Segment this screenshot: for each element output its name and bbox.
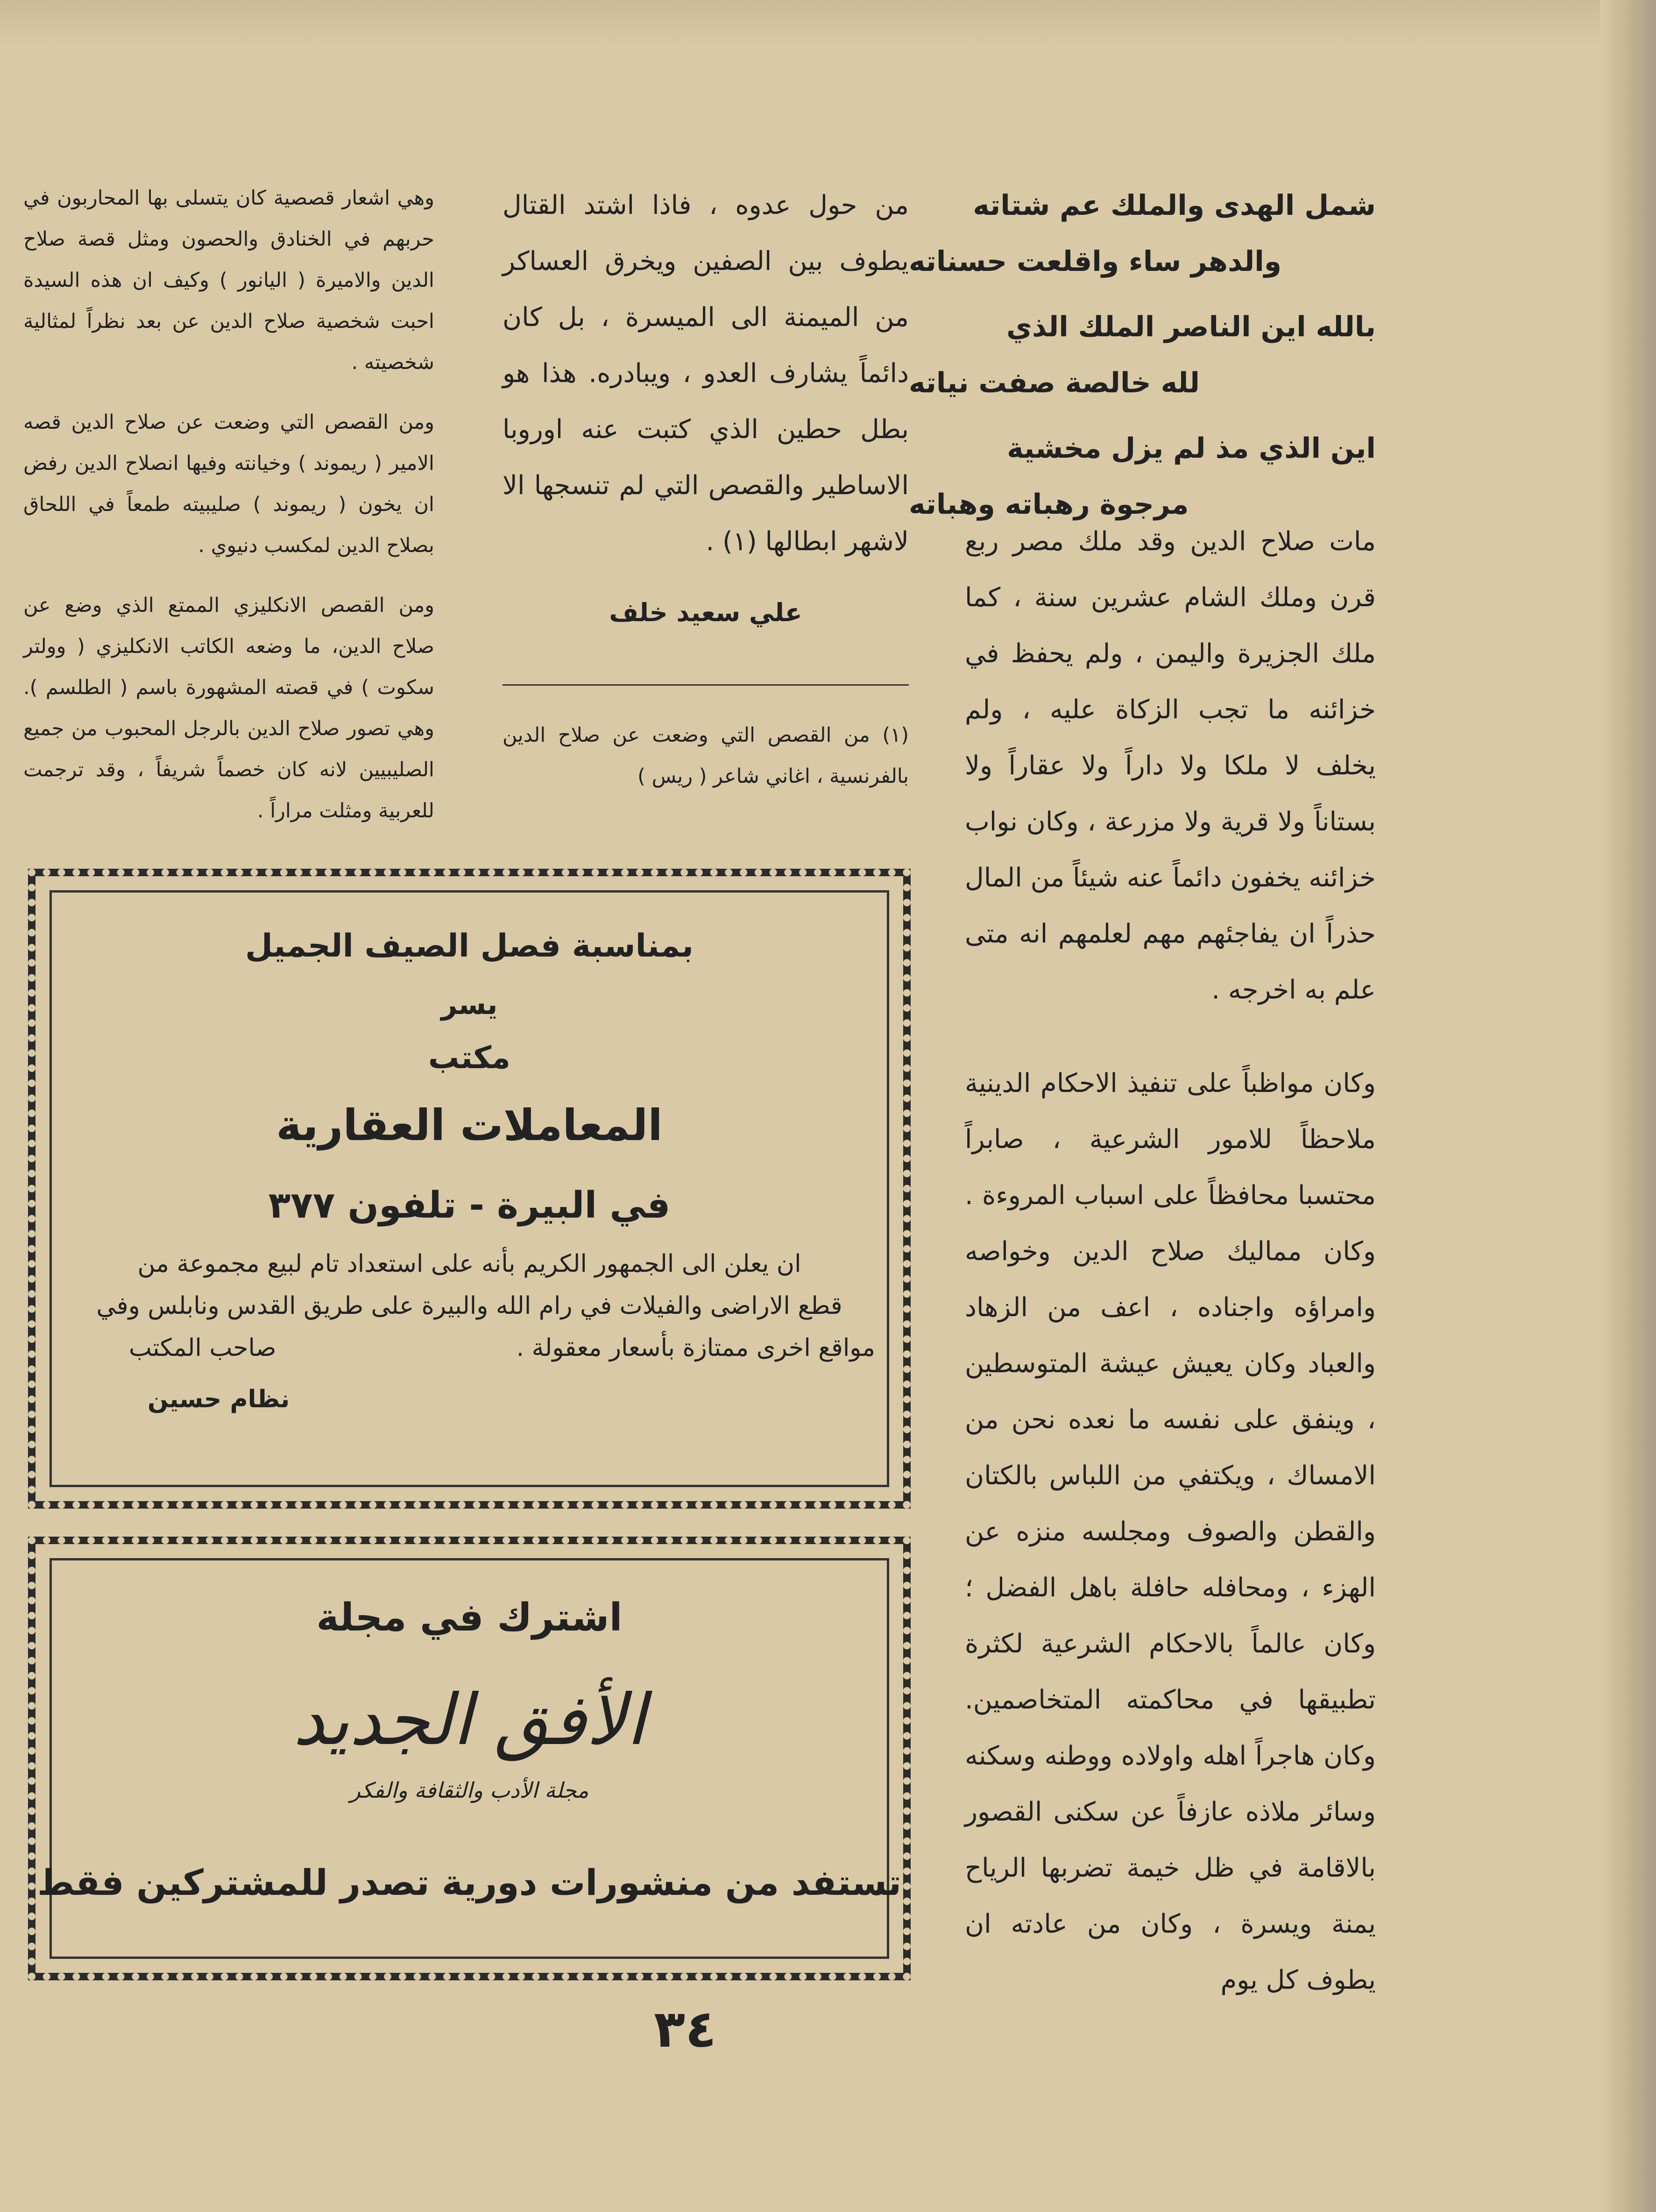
middle-column-text [494, 177, 909, 570]
footnote: (١) من القصص التي وضعت عن صلاح الدين بالفرنسية ، اغاني شاعر ( ريس ) [496, 723, 909, 788]
ad-headline: بمناسبة فصل الصيف الجميل [245, 928, 694, 964]
ad-body-line: ان يعلن الى الجمهور الكريم بأنه على استعداد تام لبيع مجموعة من [137, 1250, 801, 1278]
author-signature: علي سعيد خلف [609, 598, 802, 627]
ad-office-name: المعاملات العقارية [276, 1100, 663, 1150]
magazine-logo-title: الأفق الجديد [293, 1680, 646, 1761]
paragraph: من حول عدوه ، فاذا اشتد القتال يطوف بين الصفين ويخرق العساكر من الميمنة الى الميسرة ، بل كان دائماً يشارف العدو ، ويبادره. هذا هو بطل حطين الذي كتبت عنه اوروبا الاساطير والقصص التي لم تنسجها الا لاشهر ابطالها (١) . [494, 190, 909, 557]
magazine-logo-subtitle: مجلة الأدب والثقافة والفكر [350, 1778, 589, 1803]
poem-line: شمل الهدى والملك عم شتاته [973, 189, 1376, 222]
paragraph: مات صلاح الدين وقد ملك مصر ربع قرن وملك الشام عشرين سنة ، كما ملك الجزيرة واليمن ، ولم يحفظ في خزائنه ما تجب الزكاة عليه ، ولم يخلف لا ملكا ولا داراً ولا عقاراً ولا بستاناً ولا قرية ولا مزرعة ، وكان نواب خزائنه يخفون دائماً عنه شيئاً من المال حذراً ان يفاجئهم مهم لعلمهم انه متى علم به اخرجه . [956, 526, 1376, 1005]
page-number: ٣٤ [654, 1999, 717, 2059]
ad-owner-label: صاحب المكتب [129, 1334, 276, 1362]
right-column-text [956, 514, 1376, 2008]
ad-subline: يسر [441, 988, 498, 1021]
paragraph: وكان مواظباً على تنفيذ الاحكام الدينية ملاحظاً للامور الشرعية ، صابراً محتسبا محافظاً على اسباب المروءة . وكان مماليك صلاح الدين وخواصه وامراؤه واجناده ، اعف من الزهاد والعباد وكان يعيش عيشة المتوسطين ، وينفق على نفسه ما نعده نحن من الامساك ، ويكتفي من اللباس بالكتان والقطن والصوف ومجلسه منزه عن الهزء ، ومحافله حافلة باهل الفضل ؛ وكان عالماً بالاحكام الشرعية لكثرة تطبيقها في محاكمته المتخاصمين. وكان هاجراً اهله واولاده ووطنه وسكنه وسائر ملاذه عازفاً عن سكنى القصور بالاقامة في ظل خيمة تضربها الرياح يمنة ويسرة ، وكان من عادته ان يطوف كل يوم [956, 1068, 1376, 1995]
page-top-shade [0, 0, 1656, 47]
poem-line: مرجوة رهباته وهباته [909, 488, 1189, 521]
ad-subscribe-line: اشترك في مجلة [316, 1595, 623, 1640]
ad-description: تستفد من منشورات دورية تصدر للمشتركين فقط [37, 1862, 902, 1903]
poem-line: والدهر ساء واقلعت حسناته [909, 245, 1282, 278]
ad-office-label: مكتب [428, 1040, 511, 1076]
subscription-ad [28, 1537, 911, 1980]
real-estate-ad [28, 869, 911, 1509]
paragraph: ومن القصص الانكليزي الممتع الذي وضع عن صلاح الدين، ما وضعه الكاتب الانكليزي ( وولتر سكوت ) في قصته المشهورة باسم ( الطلسم ). وهي تصور صلاح الدين بالرجل المحبوب من جميع الصليبيين لانه كان خصماً شريفاً ، وقد ترجمت للعربية ومثلت مراراً . [17, 594, 434, 822]
paragraph: ومن القصص التي وضعت عن صلاح الدين قصه الامير ( ريموند ) وخيانته وفيها انصلاح الدين رفض ان يخون ( ريموند ) صليبيته طمعاً في اللحاق بصلاح الدين لمكسب دنيوي . [17, 411, 434, 557]
poem-line: اين الذي مذ لم يزل مخشية [1007, 432, 1376, 465]
ad-location-phone: في البيرة - تلفون ٣٧٧ [268, 1184, 671, 1227]
poem-line: لله خالصة صفت نياته [909, 367, 1200, 399]
paragraph: وهي اشعار قصصية كان يتسلى بها المحاربون في حربهم في الخنادق والحصون ومثل قصة صلاح الدين والاميرة ( اليانور ) وكيف ان هذه السيدة احبت شخصية صلاح الدين عن بعد نظراً لمثالية شخصيته . [17, 186, 434, 374]
ad-owner-name: نظام حسين [148, 1385, 290, 1413]
poem-block [909, 177, 1376, 532]
footnote-rule [502, 684, 909, 686]
left-column-text [17, 177, 434, 831]
page-edge [1600, 0, 1656, 2212]
poem-line: بالله اين الناصر الملك الذي [1006, 311, 1376, 343]
ad-body-line: قطع الاراضى والفيلات في رام الله والبيرة على طريق القدس ونابلس وفي [96, 1292, 842, 1320]
ad-body-line: مواقع اخرى ممتازة بأسعار معقولة . [516, 1334, 875, 1362]
